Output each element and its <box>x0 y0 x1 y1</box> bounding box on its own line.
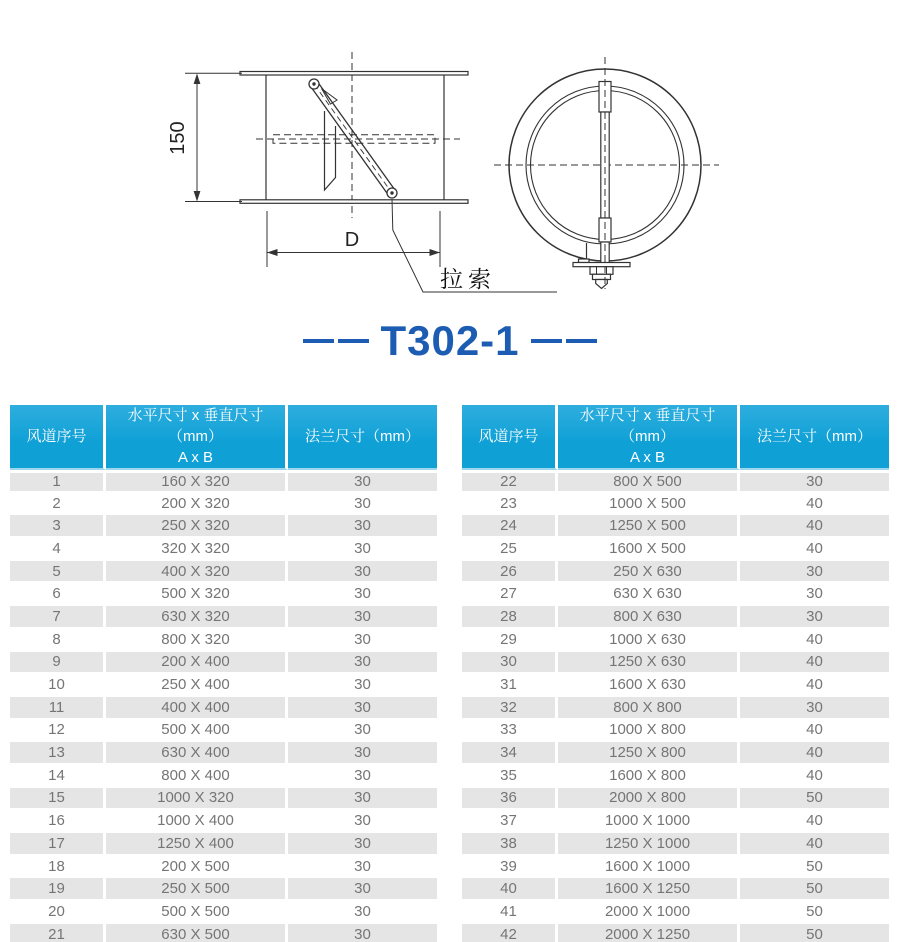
cell-flange: 40 <box>740 652 889 675</box>
model-title-row <box>0 317 900 364</box>
cell-flange: 30 <box>288 924 437 942</box>
cell-duct-number: 39 <box>462 856 558 879</box>
cell-dimensions: 200 X 500 <box>106 856 288 879</box>
dash <box>303 339 334 343</box>
dash <box>531 339 562 343</box>
cell-dimensions: 800 X 630 <box>558 606 740 629</box>
table-row <box>462 629 889 652</box>
table-row <box>462 538 889 561</box>
cell-duct-number: 10 <box>10 674 106 697</box>
col-header-dimensions-line2: A x B <box>177 449 214 466</box>
table-row <box>10 561 437 584</box>
cell-duct-number: 35 <box>462 765 558 788</box>
col-header-dimensions <box>106 405 288 470</box>
table-row <box>10 697 437 720</box>
cell-duct-number: 40 <box>462 878 558 901</box>
cell-dimensions: 500 X 500 <box>106 901 288 924</box>
front-view-drawing <box>494 57 719 289</box>
table-row <box>462 720 889 743</box>
cell-duct-number: 42 <box>462 924 558 942</box>
duct-size-table-right <box>462 405 889 942</box>
cell-dimensions: 1600 X 630 <box>558 674 740 697</box>
cell-dimensions: 1250 X 500 <box>558 515 740 538</box>
diameter-dim-label: D <box>344 229 360 251</box>
dimension-diameter <box>267 211 440 267</box>
table-row <box>462 470 889 493</box>
cell-flange: 40 <box>740 833 889 856</box>
cell-dimensions: 320 X 320 <box>106 538 288 561</box>
cell-flange: 30 <box>288 629 437 652</box>
cell-duct-number: 19 <box>10 878 106 901</box>
cell-dimensions: 250 X 400 <box>106 674 288 697</box>
cell-duct-number: 24 <box>462 515 558 538</box>
cell-duct-number: 5 <box>10 561 106 584</box>
cell-flange: 30 <box>288 810 437 833</box>
col-header-duct-number: 风道序号 <box>462 405 558 470</box>
cell-dimensions: 800 X 800 <box>558 697 740 720</box>
cell-dimensions: 500 X 400 <box>106 720 288 743</box>
col-header-dimensions-line1: 水平尺寸 x 垂直尺寸（mm） <box>127 407 264 445</box>
cell-flange: 30 <box>288 606 437 629</box>
cell-duct-number: 21 <box>10 924 106 942</box>
col-header-dimensions-line1: 水平尺寸 x 垂直尺寸（mm） <box>579 407 716 445</box>
cell-duct-number: 12 <box>10 720 106 743</box>
cell-dimensions: 200 X 320 <box>106 493 288 516</box>
table-row <box>462 788 889 811</box>
cell-flange: 40 <box>740 674 889 697</box>
table-row <box>10 652 437 675</box>
damper-blade <box>325 111 336 190</box>
dash <box>338 339 369 343</box>
cell-dimensions: 630 X 400 <box>106 742 288 765</box>
cell-flange: 30 <box>288 856 437 879</box>
table-row <box>10 924 437 942</box>
cell-flange: 30 <box>288 538 437 561</box>
table-row <box>10 742 437 765</box>
table-row <box>462 810 889 833</box>
cell-duct-number: 31 <box>462 674 558 697</box>
cell-dimensions: 630 X 630 <box>558 583 740 606</box>
cell-duct-number: 36 <box>462 788 558 811</box>
cell-dimensions: 800 X 400 <box>106 765 288 788</box>
cell-flange: 30 <box>288 697 437 720</box>
table-row <box>10 515 437 538</box>
cell-duct-number: 33 <box>462 720 558 743</box>
table-row <box>10 856 437 879</box>
cell-duct-number: 29 <box>462 629 558 652</box>
cell-dimensions: 1250 X 630 <box>558 652 740 675</box>
cable-label: 拉索 <box>440 266 496 292</box>
cell-flange: 30 <box>288 742 437 765</box>
cell-duct-number: 6 <box>10 583 106 606</box>
cell-flange: 30 <box>288 878 437 901</box>
cell-dimensions: 1250 X 800 <box>558 742 740 765</box>
table-row <box>462 606 889 629</box>
table-row <box>10 583 437 606</box>
cell-dimensions: 630 X 320 <box>106 606 288 629</box>
table-row <box>462 878 889 901</box>
cell-flange: 50 <box>740 788 889 811</box>
table-row <box>462 493 889 516</box>
cell-flange: 30 <box>288 561 437 584</box>
table-row <box>462 901 889 924</box>
cell-dimensions: 1000 X 1000 <box>558 810 740 833</box>
cell-dimensions: 800 X 500 <box>558 470 740 493</box>
cell-dimensions: 2000 X 800 <box>558 788 740 811</box>
cell-dimensions: 2000 X 1000 <box>558 901 740 924</box>
cell-duct-number: 23 <box>462 493 558 516</box>
table-row <box>10 788 437 811</box>
table-row <box>462 742 889 765</box>
cell-flange: 40 <box>740 515 889 538</box>
cell-flange: 30 <box>288 788 437 811</box>
cell-flange: 30 <box>740 561 889 584</box>
cell-dimensions: 500 X 320 <box>106 583 288 606</box>
cell-flange: 40 <box>740 742 889 765</box>
cell-duct-number: 9 <box>10 652 106 675</box>
table-row <box>10 629 437 652</box>
cell-flange: 40 <box>740 493 889 516</box>
title-dashes-right <box>531 339 597 343</box>
cell-duct-number: 1 <box>10 470 106 493</box>
cell-dimensions: 1000 X 630 <box>558 629 740 652</box>
cell-flange: 40 <box>740 720 889 743</box>
cell-dimensions: 1600 X 500 <box>558 538 740 561</box>
cell-dimensions: 160 X 320 <box>106 470 288 493</box>
cell-duct-number: 37 <box>462 810 558 833</box>
table-header-row <box>10 405 437 470</box>
cell-duct-number: 14 <box>10 765 106 788</box>
table-row <box>462 515 889 538</box>
table-row <box>10 720 437 743</box>
cell-dimensions: 1250 X 400 <box>106 833 288 856</box>
cell-duct-number: 2 <box>10 493 106 516</box>
cell-dimensions: 400 X 400 <box>106 697 288 720</box>
table-row <box>462 652 889 675</box>
col-header-flange: 法兰尺寸（mm） <box>288 405 437 470</box>
cell-flange: 30 <box>288 674 437 697</box>
cell-duct-number: 28 <box>462 606 558 629</box>
cell-flange: 30 <box>288 583 437 606</box>
cell-duct-number: 41 <box>462 901 558 924</box>
table-row <box>462 674 889 697</box>
table-header-row <box>462 405 889 470</box>
cell-flange: 30 <box>288 470 437 493</box>
cell-flange: 50 <box>740 924 889 942</box>
table-row <box>10 470 437 493</box>
cell-dimensions: 250 X 500 <box>106 878 288 901</box>
cell-flange: 40 <box>740 765 889 788</box>
cell-dimensions: 1000 X 500 <box>558 493 740 516</box>
table-row <box>462 833 889 856</box>
cell-duct-number: 38 <box>462 833 558 856</box>
cell-dimensions: 250 X 630 <box>558 561 740 584</box>
cell-dimensions: 630 X 500 <box>106 924 288 942</box>
col-header-flange: 法兰尺寸（mm） <box>740 405 889 470</box>
cell-flange: 30 <box>740 697 889 720</box>
cell-duct-number: 3 <box>10 515 106 538</box>
cell-dimensions: 400 X 320 <box>106 561 288 584</box>
cell-duct-number: 4 <box>10 538 106 561</box>
height-dim-label: 150 <box>167 121 189 155</box>
cell-duct-number: 7 <box>10 606 106 629</box>
dash <box>566 339 597 343</box>
cell-dimensions: 1000 X 800 <box>558 720 740 743</box>
table-row <box>10 878 437 901</box>
cell-flange: 50 <box>740 856 889 879</box>
cell-flange: 50 <box>740 901 889 924</box>
cell-dimensions: 250 X 320 <box>106 515 288 538</box>
cell-duct-number: 18 <box>10 856 106 879</box>
cell-flange: 30 <box>288 833 437 856</box>
col-header-duct-number: 风道序号 <box>10 405 106 470</box>
cell-duct-number: 34 <box>462 742 558 765</box>
cell-duct-number: 25 <box>462 538 558 561</box>
duct-size-table-left <box>10 405 437 942</box>
col-header-dimensions-line2: A x B <box>629 449 666 466</box>
cell-duct-number: 8 <box>10 629 106 652</box>
dimension-height <box>167 73 242 201</box>
cell-duct-number: 15 <box>10 788 106 811</box>
col-header-dimensions <box>558 405 740 470</box>
table-row <box>462 697 889 720</box>
cell-duct-number: 13 <box>10 742 106 765</box>
table-row <box>10 606 437 629</box>
cell-flange: 40 <box>740 629 889 652</box>
cell-dimensions: 1000 X 400 <box>106 810 288 833</box>
cell-duct-number: 11 <box>10 697 106 720</box>
cell-duct-number: 30 <box>462 652 558 675</box>
cell-dimensions: 1600 X 800 <box>558 765 740 788</box>
cell-flange: 40 <box>740 538 889 561</box>
cell-duct-number: 16 <box>10 810 106 833</box>
cell-duct-number: 27 <box>462 583 558 606</box>
cell-flange: 30 <box>288 493 437 516</box>
cable-leader <box>392 199 557 292</box>
table-row <box>10 810 437 833</box>
cell-flange: 30 <box>288 765 437 788</box>
table-row <box>10 674 437 697</box>
table-row <box>10 493 437 516</box>
table-row <box>10 765 437 788</box>
table-row <box>10 901 437 924</box>
table-row <box>10 538 437 561</box>
mounting-bolt <box>573 263 630 289</box>
cell-flange: 30 <box>740 583 889 606</box>
cell-dimensions: 1250 X 1000 <box>558 833 740 856</box>
cell-dimensions: 200 X 400 <box>106 652 288 675</box>
cell-flange: 30 <box>288 720 437 743</box>
cell-dimensions: 2000 X 1250 <box>558 924 740 942</box>
cell-flange: 50 <box>740 878 889 901</box>
page-title: T302-1 <box>380 317 520 364</box>
cell-duct-number: 17 <box>10 833 106 856</box>
table-row <box>10 833 437 856</box>
cell-duct-number: 20 <box>10 901 106 924</box>
cell-flange: 40 <box>740 810 889 833</box>
cell-flange: 30 <box>288 901 437 924</box>
cell-flange: 30 <box>740 470 889 493</box>
table-row <box>462 924 889 942</box>
cell-flange: 30 <box>740 606 889 629</box>
cell-dimensions: 1600 X 1000 <box>558 856 740 879</box>
cell-dimensions: 1600 X 1250 <box>558 878 740 901</box>
cell-duct-number: 32 <box>462 697 558 720</box>
title-dashes-left <box>303 339 369 343</box>
table-row <box>462 561 889 584</box>
cell-duct-number: 26 <box>462 561 558 584</box>
table-row <box>462 856 889 879</box>
table-row <box>462 765 889 788</box>
cell-flange: 30 <box>288 652 437 675</box>
side-view-drawing <box>167 52 557 292</box>
cell-flange: 30 <box>288 515 437 538</box>
cell-dimensions: 1000 X 320 <box>106 788 288 811</box>
cell-duct-number: 22 <box>462 470 558 493</box>
cell-dimensions: 800 X 320 <box>106 629 288 652</box>
table-row <box>462 583 889 606</box>
